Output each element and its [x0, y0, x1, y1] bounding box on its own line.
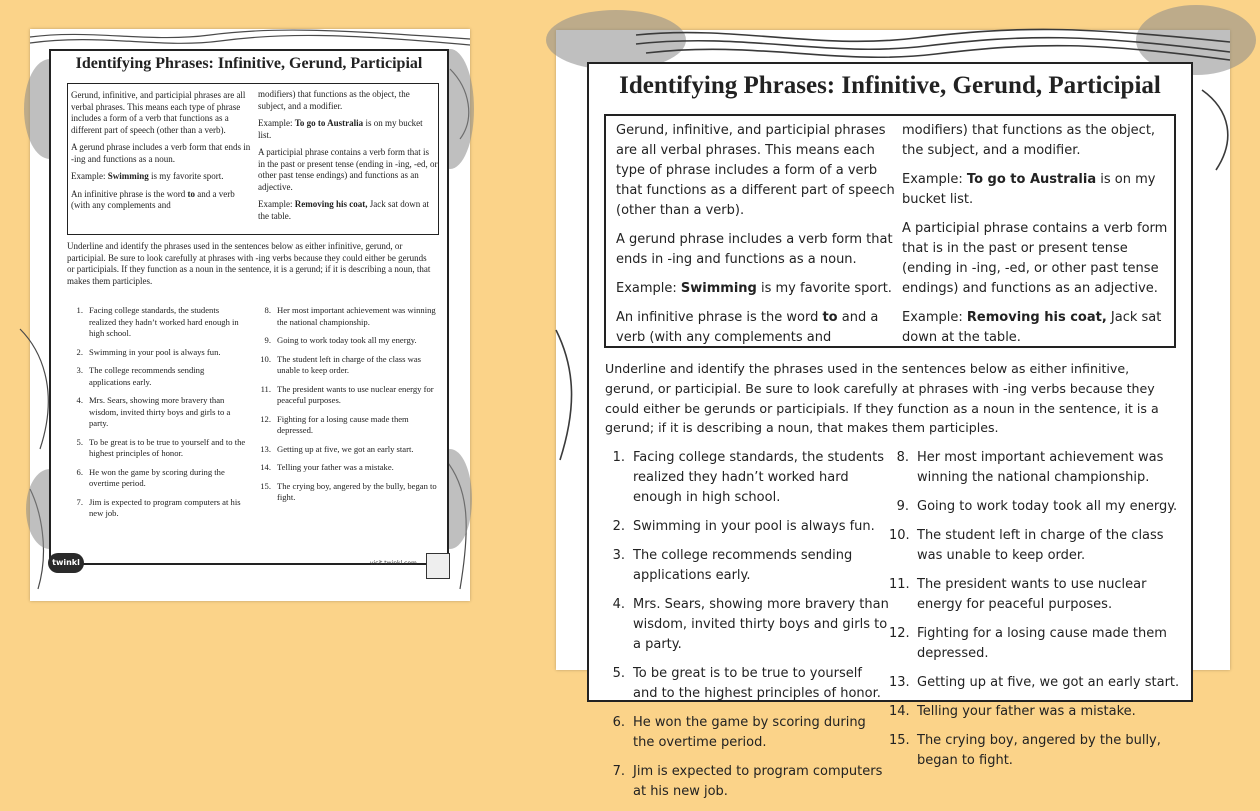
- text-run: Gerund, infinitive, and participial phrases are all verbal phrases. This means each type of phrase includes a form of a verb that functions as a different part of speech (other than a verb).: [71, 90, 246, 135]
- question-number: 5.: [612, 666, 625, 681]
- intro-paragraph: [616, 230, 896, 270]
- intro-paragraph: [902, 121, 1174, 161]
- text-run: Gerund, infinitive, and participial phrases are all verbal phrases. This means each type of phrase includes a form of a verb that functions as a different part of speech (other than a verb).: [616, 123, 895, 218]
- intro-paragraph: [902, 170, 1174, 210]
- question-number: 11.: [260, 383, 271, 394]
- question-number: 2.: [612, 519, 625, 534]
- example-phrase: Removing his coat,: [966, 310, 1107, 325]
- intro-paragraph: [258, 199, 438, 222]
- question-item: [605, 664, 890, 704]
- question-number: 4.: [612, 597, 625, 612]
- text-run: A gerund phrase includes a verb form that ends in -ing and functions as a noun.: [71, 142, 251, 164]
- text-run: Example:: [616, 281, 681, 296]
- question-number: 6.: [612, 715, 625, 730]
- question-number: 12.: [889, 626, 910, 641]
- example-phrase: Swimming: [107, 171, 149, 181]
- text-run: A participial phrase contains a verb form that is in the past or present tense (ending in -ing, -ed, or other past tense endings) and functions as an adjective.: [902, 221, 1168, 296]
- question-item: [255, 384, 440, 407]
- intro-box: [67, 83, 439, 235]
- question-number: 13.: [889, 675, 910, 690]
- question-item: [255, 335, 440, 347]
- question-item: [605, 713, 890, 753]
- question-item: [255, 481, 440, 504]
- question-item: [255, 462, 440, 474]
- question-number: 8.: [264, 305, 271, 315]
- question-list-left: [67, 305, 247, 527]
- question-list-left: [605, 448, 890, 811]
- text-run: is on my bucket list.: [902, 172, 1156, 207]
- question-number: 9.: [896, 499, 909, 514]
- question-text: Her most important achievement was winning the national championship.: [917, 450, 1164, 485]
- question-item: [889, 497, 1189, 517]
- worksheet-preview-full: [30, 29, 470, 601]
- question-text: The president wants to use nuclear energy for peaceful purposes.: [917, 577, 1147, 612]
- intro-paragraph: [71, 142, 254, 165]
- instructions: Underline and identify the phrases used in the sentences below as either infinitive, gerund, or participial. Be sure to look carefully at phrases with -ing verbs because they could either be gerunds or participials. If they function as a noun in the sentence, it is a gerund; if it is describing a noun, that makes them participles.: [67, 241, 431, 286]
- question-item: [605, 517, 890, 537]
- question-item: [889, 526, 1189, 566]
- text-run: Example:: [258, 118, 295, 128]
- question-item: [605, 448, 890, 508]
- intro-paragraph: [71, 189, 254, 212]
- example-phrase: To go to Australia: [294, 118, 364, 128]
- question-item: [67, 497, 247, 520]
- question-text: Jim is expected to program computers at his new job.: [633, 764, 883, 799]
- question-item: [255, 305, 440, 328]
- question-number: 15.: [889, 733, 910, 748]
- question-item: [255, 444, 440, 456]
- intro-paragraph: [258, 89, 438, 112]
- question-list-right: [889, 448, 1189, 780]
- question-number: 3.: [612, 548, 625, 563]
- text-run: modifiers) that functions as the object, the subject, and a modifier.: [258, 89, 410, 111]
- question-item: [889, 624, 1189, 664]
- text-run: is my favorite sport.: [756, 281, 892, 296]
- worksheet-card: [587, 62, 1193, 799]
- question-number: 11.: [889, 577, 910, 592]
- worksheet-card: [49, 49, 449, 565]
- question-item: [605, 762, 890, 802]
- question-number: 1.: [612, 450, 625, 465]
- question-item: [67, 395, 247, 430]
- question-text: The president wants to use nuclear energy for peaceful purposes.: [277, 383, 434, 405]
- twinkl-logo: twinkl: [48, 553, 84, 573]
- question-text: Getting up at five, we got an early start.: [917, 675, 1180, 690]
- question-text: Going to work today took all my energy.: [277, 335, 417, 345]
- question-item: [889, 575, 1189, 615]
- question-item: [67, 467, 247, 490]
- intro-paragraph: [902, 308, 1174, 348]
- question-item: [67, 347, 247, 359]
- question-text: Jim is expected to program computers at his new job.: [89, 496, 241, 518]
- question-number: 3.: [76, 365, 83, 375]
- question-text: He won the game by scoring during the overtime period.: [89, 466, 225, 488]
- question-text: The student left in charge of the class was unable to keep order.: [917, 528, 1164, 563]
- question-number: 7.: [612, 764, 625, 779]
- question-text: The student left in charge of the class was unable to keep order.: [277, 353, 421, 375]
- text-run: modifiers) that functions as the object, the subject, and a modifier.: [902, 123, 1156, 158]
- question-text: Going to work today took all my energy.: [917, 499, 1178, 514]
- question-number: 5.: [76, 436, 83, 447]
- intro-left-column: [71, 90, 254, 218]
- example-phrase: Removing his coat,: [294, 199, 368, 209]
- question-number: 8.: [896, 450, 909, 465]
- intro-left-column: [616, 121, 896, 357]
- question-number: 7.: [76, 496, 83, 507]
- question-item: [255, 414, 440, 437]
- question-text: Telling your father was a mistake.: [277, 462, 394, 472]
- intro-paragraph: [616, 308, 896, 348]
- worksheet-title: Identifying Phrases: Infinitive, Gerund, Participial: [619, 72, 1161, 99]
- intro-paragraph: [616, 279, 896, 299]
- question-text: To be great is to be true to yourself and to the highest principles of honor.: [89, 436, 246, 458]
- text-run: An infinitive phrase is the word: [616, 310, 823, 325]
- question-text: Mrs. Sears, showing more bravery than wisdom, invited thirty boys and girls to a party.: [633, 597, 889, 652]
- quality-badge-icon: [426, 553, 450, 579]
- intro-box: [604, 114, 1176, 348]
- text-run: and a verb (with any complements and: [616, 310, 879, 345]
- worksheet-preview-zoomed: [556, 30, 1230, 799]
- text-run: is my favorite sport.: [148, 171, 224, 181]
- question-item: [67, 437, 247, 460]
- instructions: Underline and identify the phrases used in the sentences below as either infinitive, gerund, or participial. Be sure to look carefully at phrases with -ing verbs because they could either be gerunds or participials. If they function as a noun in the sentence, it is a gerund; if it is describing a noun, that makes them participles.: [605, 361, 1159, 436]
- question-text: He won the game by scoring during the overtime period.: [633, 715, 866, 750]
- worksheet-title: Identifying Phrases: Infinitive, Gerund, Participial: [75, 55, 423, 72]
- intro-paragraph: [71, 90, 254, 136]
- question-text: Swimming in your pool is always fun.: [89, 346, 221, 357]
- text-run: Example:: [71, 171, 108, 181]
- question-number: 2.: [76, 346, 83, 357]
- question-text: Mrs. Sears, showing more bravery than wisdom, invited thirty boys and girls to a party.: [89, 395, 231, 428]
- question-number: 14.: [889, 704, 910, 719]
- example-phrase: to: [187, 188, 195, 199]
- question-number: 13.: [260, 443, 271, 454]
- intro-paragraph: [616, 121, 896, 221]
- example-phrase: Swimming: [680, 281, 757, 296]
- question-number: 12.: [260, 413, 271, 424]
- text-run: and a verb (with any complements and: [71, 188, 235, 210]
- text-run: An infinitive phrase is the word: [71, 188, 188, 199]
- intro-paragraph: [258, 118, 438, 141]
- question-text: Her most important achievement was winning the national championship.: [277, 305, 436, 327]
- text-run: is on my bucket list.: [258, 118, 423, 140]
- intro-right-column: [258, 89, 438, 228]
- question-text: The college recommends sending applications early.: [633, 548, 853, 583]
- example-phrase: to: [822, 310, 838, 325]
- text-run: Jack sat down at the table.: [258, 199, 429, 221]
- question-text: The crying boy, angered by the bully, began to fight.: [917, 733, 1161, 768]
- question-text: Swimming in your pool is always fun.: [633, 519, 875, 534]
- question-text: Getting up at five, we got an early start.: [277, 443, 414, 454]
- question-item: [67, 305, 247, 340]
- question-number: 15.: [260, 480, 271, 491]
- intro-paragraph: [71, 171, 254, 183]
- question-text: Facing college standards, the students realized they hadn’t worked hard enough in high school.: [633, 450, 884, 505]
- question-text: To be great is to be true to yourself and to the highest principles of honor.: [633, 666, 881, 701]
- question-text: The college recommends sending applications early.: [89, 365, 205, 387]
- question-number: 14.: [260, 462, 271, 472]
- question-item: [255, 354, 440, 377]
- intro-paragraph: [902, 219, 1174, 299]
- question-number: 10.: [260, 353, 271, 364]
- question-item: [889, 673, 1189, 693]
- question-text: Fighting for a losing cause made them depressed.: [277, 413, 409, 435]
- question-list-right: [255, 305, 440, 511]
- question-text: Fighting for a losing cause made them depressed.: [917, 626, 1167, 661]
- text-run: Jack sat down at the table.: [902, 310, 1162, 345]
- question-number: 9.: [264, 335, 271, 345]
- question-text: Facing college standards, the students realized they hadn’t worked hard enough in high school.: [89, 305, 239, 338]
- intro-right-column: [902, 121, 1174, 357]
- question-number: 1.: [76, 305, 83, 315]
- question-item: [605, 546, 890, 586]
- text-run: Example:: [902, 172, 967, 187]
- question-number: 4.: [76, 395, 83, 405]
- intro-paragraph: [258, 147, 438, 193]
- question-text: Telling your father was a mistake.: [917, 704, 1136, 719]
- question-number: 10.: [889, 528, 910, 543]
- text-run: Example:: [902, 310, 967, 325]
- text-run: Example:: [258, 199, 295, 209]
- text-run: A participial phrase contains a verb form that is in the past or present tense (ending in -ing, -ed, or other past tense endings) and functions as an adjective.: [258, 147, 438, 192]
- question-item: [889, 448, 1189, 488]
- footer-url: visit twinkl.com: [370, 560, 417, 567]
- question-item: [605, 595, 890, 655]
- question-item: [889, 702, 1189, 722]
- text-run: A gerund phrase includes a verb form that ends in -ing and functions as a noun.: [616, 232, 893, 267]
- question-item: [67, 365, 247, 388]
- question-text: The crying boy, angered by the bully, began to fight.: [277, 480, 437, 502]
- question-item: [889, 731, 1189, 771]
- question-number: 6.: [76, 466, 83, 477]
- example-phrase: To go to Australia: [966, 172, 1097, 187]
